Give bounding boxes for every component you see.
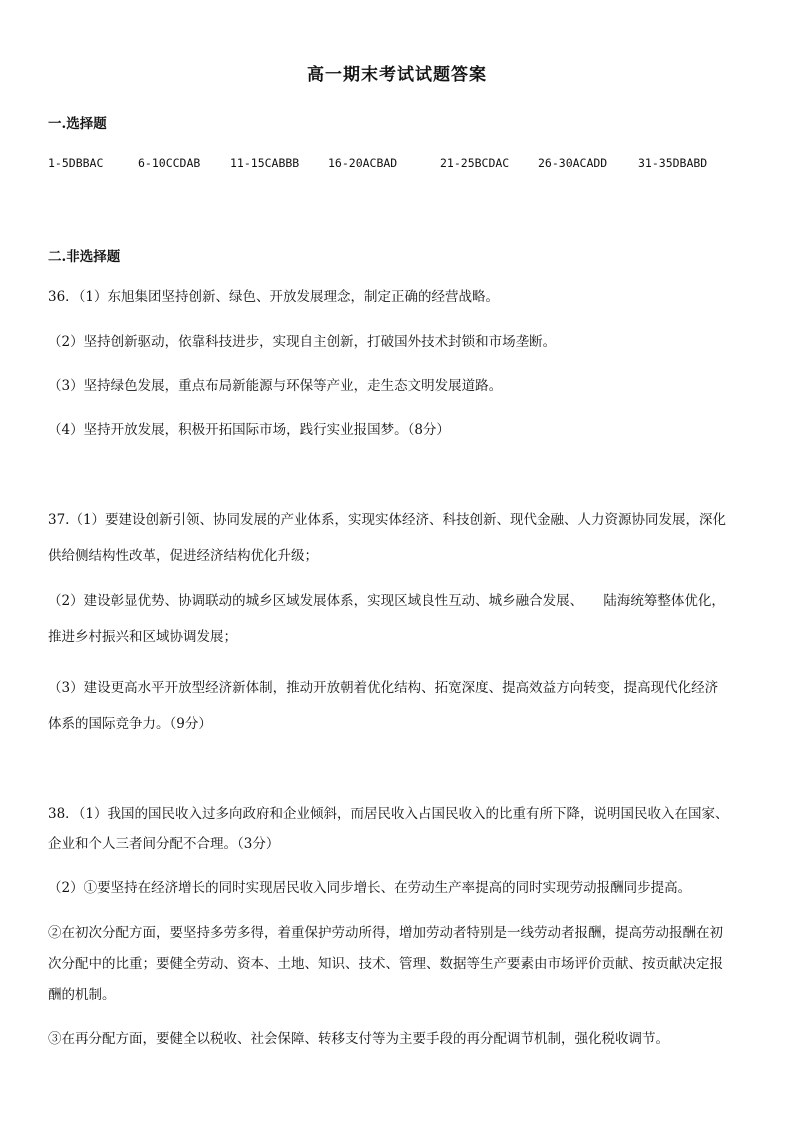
answer-group: 11-15CABBB <box>230 156 300 170</box>
q38-line: ③在再分配方面，要健全以税收、社会保障、转移支付等为主要手段的再分配调节机制，强化税收调节。 <box>48 1031 669 1047</box>
q37-line: 体系的国际竞争力。（9分） <box>48 716 212 732</box>
q38-line: 次分配中的比重；要健全劳动、资本、土地、知识、技术、管理、数据等生产要素由市场评价贡献、按贡献决定报 <box>48 956 723 972</box>
page-title: 高一期末考试试题答案 <box>307 65 487 85</box>
answer-group: 21-25BCDAC <box>440 156 510 170</box>
q38-line: 38．（1）我国的国民收入过多向政府和企业倾斜，而居民收入占国民收入的比重有所下降，说明国民收入在国家、 <box>48 806 729 822</box>
q37-line: 推进乡村振兴和区域协调发展； <box>48 629 237 645</box>
q38-line: 企业和个人三者间分配不合理。（3分） <box>48 836 280 852</box>
q36-line: （3）坚持绿色发展，重点布局新能源与环保等产业，走生态文明发展道路。 <box>48 378 503 394</box>
answer-group: 31-35DBABD <box>638 156 708 170</box>
q38-line: 酬的机制。 <box>48 987 116 1003</box>
q37-line: （2）建设彰显优势、协调联动的城乡区域发展体系，实现区域良性互动、城乡融合发展、 陆海统筹整体优化， <box>48 593 725 609</box>
q38-line: ②在初次分配方面，要坚持多劳多得，着重保护劳动所得，增加劳动者特别是一线劳动者报酬，提高劳动报酬在初 <box>48 925 723 941</box>
section-heading-choice: 一.选择题 <box>48 116 107 132</box>
q36-line: 36．（1）东旭集团坚持创新、绿色、开放发展理念，制定正确的经营战略。 <box>48 289 500 305</box>
q37-line: （3）建设更高水平开放型经济新体制，推动开放朝着优化结构、拓宽深度、提高效益方向转变，提高现代化经济 <box>48 680 719 696</box>
q37-line: 供给侧结构性改革，促进经济结构优化升级； <box>48 548 318 564</box>
q37-line: 37.（1）要建设创新引领、协同发展的产业体系，实现实体经济、科技创新、现代金融、人力资源协同发展，深化 <box>48 512 727 528</box>
answer-group: 26-30ACADD <box>538 156 608 170</box>
answer-group: 6-10CCDAB <box>138 156 201 170</box>
q38-line: （2）①要坚持在经济增长的同时实现居民收入同步增长、在劳动生产率提高的同时实现劳动报酬同步提高。 <box>48 880 692 896</box>
q36-line: （4）坚持开放发展，积极开拓国际市场，践行实业报国梦。（8分） <box>48 422 450 438</box>
answer-group: 1-5DBBAC <box>48 156 104 170</box>
answer-group: 16-20ACBAD <box>328 156 398 170</box>
q36-line: （2）坚持创新驱动，依靠科技进步，实现自主创新，打破国外技术封锁和市场垄断。 <box>48 334 557 350</box>
section-heading-nonchoice: 二.非选择题 <box>48 249 121 265</box>
